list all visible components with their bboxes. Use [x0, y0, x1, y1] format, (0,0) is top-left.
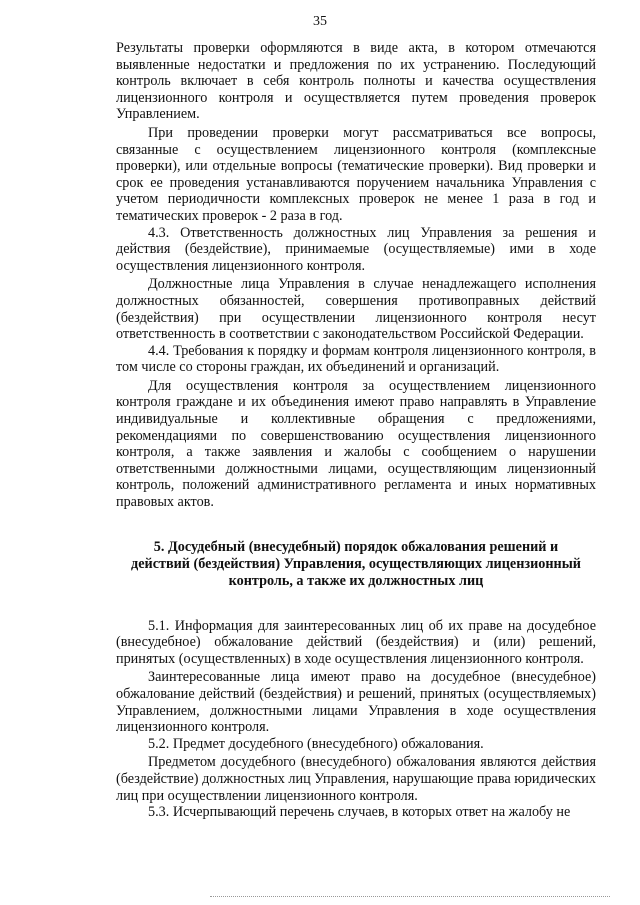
scan-artifact-divider	[210, 896, 610, 898]
paragraph-4-4: 4.4. Требования к порядку и формам контроля лицензионного контроля, в том числе со стороны граждан, их объединений и организаций.	[116, 342, 596, 376]
section-heading-line-1: 5. Досудебный (внесудебный) порядок обжалования решений и	[153, 538, 559, 555]
section-heading-line-2: действий (бездействия) Управления, осуществляющих лицензионный	[131, 555, 581, 572]
section-heading-line-3: контроль, а также их должностных лиц	[228, 572, 484, 589]
document-body	[116, 40, 596, 821]
paragraph-2: При проведении проверки могут рассматриваться все вопросы, связанные с осуществлением лицензионного контроля (комплексные проверки), или отдельные вопросы (тематические проверки). Вид проверки и срок ее проведения устанавливаются поручением начальника Управления с учетом периодичности комплексных проверок не менее 1 раза в год и тематических проверок - 2 раза в год.	[116, 124, 596, 224]
paragraph-interested-parties: Заинтересованные лица имеют право на досудебное (внесудебное) обжалование действий (бездействия) и решений, принятых (осуществляемых) Управлением, должностными лицами Управления в ходе осуществления лицензионного контроля.	[116, 669, 596, 736]
paragraph-4-3: 4.3. Ответственность должностных лиц Управления за решения и действия (бездействие), принимаемые (осуществляемые) ими в ходе осуществления лицензионного контроля.	[116, 224, 596, 274]
paragraph-5-2: 5.2. Предмет досудебного (внесудебного) обжалования.	[148, 735, 484, 752]
paragraph-5-1: 5.1. Информация для заинтересованных лиц об их праве на досудебное (внесудебное) обжалование действий (бездействия) и (или) решений, принятых (осуществленных) в ходе осуществления лицензионного контроля.	[116, 617, 596, 667]
page-number: 35	[313, 14, 327, 29]
paragraph-1: Результаты проверки оформляются в виде акта, в котором отмечаются выявленные недостатки и предложения по их устранению. Последующий контроль включает в себя контроль полноты и качества осуществления лицензионного контроля и осуществляется путем проведения проверок Управлением.	[116, 40, 596, 123]
section-heading	[116, 539, 596, 590]
paragraph-5-3: 5.3. Исчерпывающий перечень случаев, в которых ответ на жалобу не	[148, 804, 571, 821]
paragraph-subject: Предметом досудебного (внесудебного) обжалования являются действия (бездействие) должностных лиц Управления, нарушающие права юридических лиц при осуществлении лицензионного контроля.	[116, 754, 596, 804]
paragraph-responsibility: Должностные лица Управления в случае ненадлежащего исполнения должностных обязанностей, совершения противоправных действий (бездействия) при осуществлении лицензионного контроля несут ответственность в соответствии с законодательством Российской Федерации.	[116, 276, 596, 343]
paragraph-citizens-control: Для осуществления контроля за осуществлением лицензионного контроля граждане и их объединения имеют право направлять в Управление индивидуальные и коллективные обращения с предложениями, рекомендациями по совершенствованию осуществления лицензионного контроля, а также заявления и жалобы с сообщением о нарушении ответственными должностными лицами, осуществляющим лицензионный контроль, положений административного регламента и иных нормативных правовых актов.	[116, 377, 596, 511]
